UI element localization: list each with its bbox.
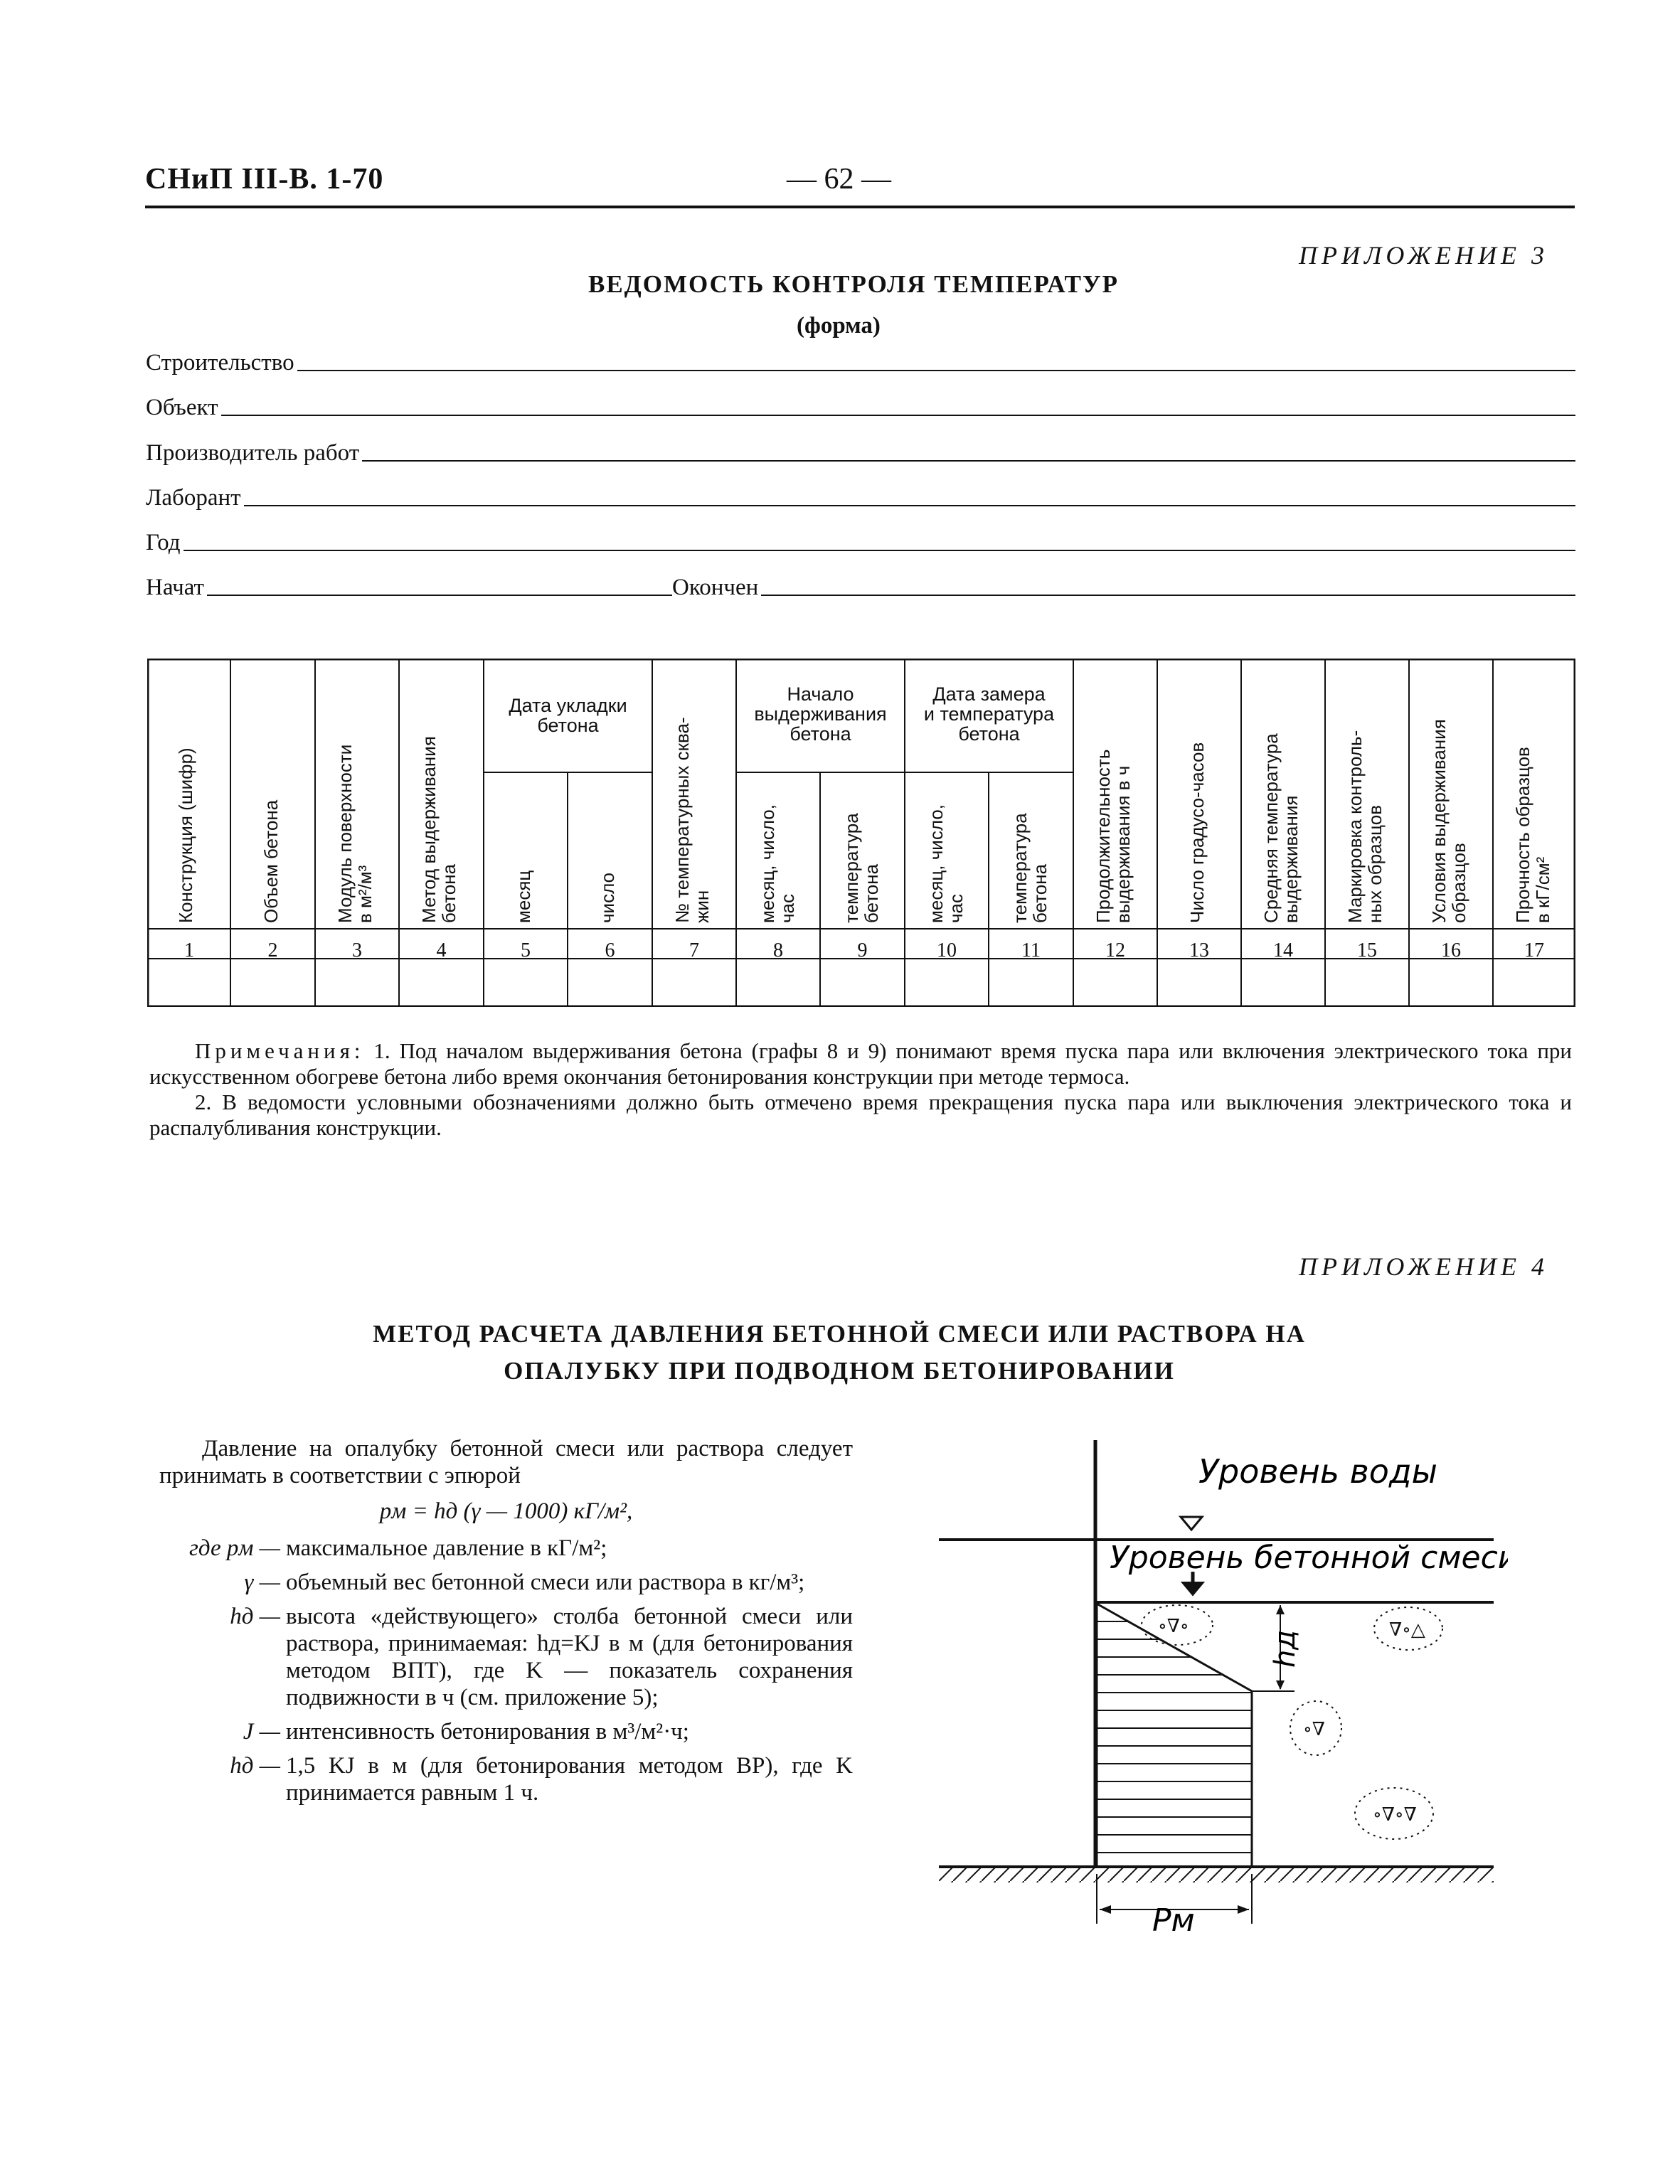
col-number-2: 2 [267,939,278,962]
col-header-2: Объем бетона [260,799,282,923]
definition-item: hд — 1,5 KJ в м (для бетонирования методом ВР), где K принимается равным 1 ч. [230,1753,853,1806]
col-number-10: 10 [937,939,957,962]
col-number-8: 8 [773,939,783,962]
form-field-year[interactable]: Год [146,530,1575,556]
note-2: 2. В ведомости условными обозначениями должно быть отмечено время прекращения пуска пара или выключения электрического тока и распалубливания конструкции. [149,1090,1572,1140]
intro-paragraph: Давление на опалубку бетонной смеси или раствора следует принимать в соответствии с эпюрой [159,1436,853,1488]
col-number-6: 6 [605,939,615,962]
svg-text:∘∇∘: ∘∇∘ [1158,1616,1189,1636]
appendix-4-label: ПРИЛОЖЕНИЕ 4 [1299,1252,1548,1281]
col-number-4: 4 [436,939,447,962]
svg-text:∘∇: ∘∇ [1303,1719,1325,1740]
ground-hatching [939,1868,1494,1882]
appendix-4-title-line2: ОПАЛУБКУ ПРИ ПОДВОДНОМ БЕТОНИРОВАНИИ [504,1357,1175,1385]
col-header-15: Маркировка контроль- ных образцов [1344,730,1386,923]
col-number-12: 12 [1105,939,1125,962]
document-code: СНиП III-В. 1-70 [145,163,384,196]
appendix-3-title: ВЕДОМОСТЬ КОНТРОЛЯ ТЕМПЕРАТУР [588,270,1120,298]
water-level-label: Уровень воды [1198,1452,1437,1491]
definition-item: где pм — максимальное давление в кГ/м²; [188,1535,607,1561]
pressure-formula: pм = hд (γ — 1000) кГ/м², [379,1498,633,1524]
appendix-3-subtitle: (форма) [797,313,881,339]
col-header-10: месяц, число, час [925,804,967,923]
definition-item: γ — объемный вес бетонной смеси или раствора в кг/м³; [244,1570,805,1595]
col-header-12: Продолжительность выдерживания в ч [1092,749,1134,923]
col-number-5: 5 [521,939,531,962]
table-notes [149,1038,1572,1141]
col-header-9: температура бетона [841,813,882,923]
svg-text:∇∘△: ∇∘△ [1389,1619,1425,1640]
col-header-17: Прочность образцов в кГ/см² [1512,747,1553,923]
note-1: Примечания: 1. Под началом выдерживания бетона (графы 8 и 9) понимают время пуска пара или включения электрического тока при искусственном обогреве бетона либо время окончания бетонирования конструкции при методе термоса. [149,1038,1573,1089]
form-field-object[interactable]: Объект [146,395,1575,421]
col-header-16: Условия выдерживания образцов [1428,719,1469,923]
col-number-14: 14 [1273,939,1293,962]
pressure-diagram [939,1440,1508,1941]
col-number-11: 11 [1021,939,1041,962]
group-header-measurement: Дата замера и температура бетона [923,683,1055,745]
definition-item: hд — высота «действующего» столба бетонной смеси или раствора, принимаемая: hд=KJ в м (для бетонирования методом ВПТ), где K — показатель сохранения подвижности в ч (см. приложение 5); [230,1604,853,1710]
appendix-3-label: ПРИЛОЖЕНИЕ 3 [1299,241,1548,270]
group-header-placement-date: Дата укладки бетона [509,695,627,736]
definition-item: J — интенсивность бетонирования в м³/м²·ч; [243,1719,689,1744]
col-number-9: 9 [857,939,868,962]
pressure-epure [1097,1604,1252,1867]
col-header-11: температура бетона [1009,813,1051,923]
col-number-16: 16 [1441,939,1461,962]
water-level-marker-icon [1181,1517,1202,1530]
col-header-7: № температурных сква- жин [671,717,713,923]
col-number-7: 7 [689,939,699,962]
col-number-3: 3 [352,939,362,962]
col-header-1: Конструкция (шифр) [175,747,196,923]
col-header-6: число [597,873,618,923]
form-field-started[interactable]: Начат [146,575,672,601]
group-header-curing-start: Начало выдерживания бетона [754,683,887,745]
page-number: — 62 — [787,163,891,196]
col-number-15: 15 [1357,939,1377,962]
form-field-construction[interactable]: Строительство [146,350,1575,376]
header-rule [145,206,1575,208]
col-header-13: Число градусо-часов [1186,742,1208,923]
definition-list [159,1535,853,1806]
col-header-5: месяц [513,870,534,923]
col-number-17: 17 [1524,939,1544,962]
form-field-lab-technician[interactable]: Лаборант [146,485,1575,511]
form-field-finished[interactable]: Окончен [672,575,1575,601]
appendix-4-title-line1: МЕТОД РАСЧЕТА ДАВЛЕНИЯ БЕТОННОЙ СМЕСИ ИЛИ РАСТВОРА НА [373,1320,1306,1348]
col-number-1: 1 [184,939,194,962]
col-header-3: Модуль поверхности в м²/м³ [334,744,376,923]
col-header-4: Метод выдерживания бетона [418,736,459,923]
epure-hatching [1097,1621,1252,1853]
col-number-13: 13 [1189,939,1209,962]
h-label: hд [1269,1629,1302,1668]
pressure-diagram-svg [939,1440,1508,1938]
svg-text:∘∇∘∇: ∘∇∘∇ [1373,1804,1417,1825]
p-label: Pм [1152,1902,1195,1938]
col-header-8: месяц, число, час [757,804,798,923]
form-field-foreman[interactable]: Производитель работ [146,440,1575,467]
appendix-4-text [159,1435,853,1813]
col-header-14: Средняя температура выдерживания [1260,733,1302,923]
concrete-level-label: Уровень бетонной смеси [1110,1540,1508,1576]
